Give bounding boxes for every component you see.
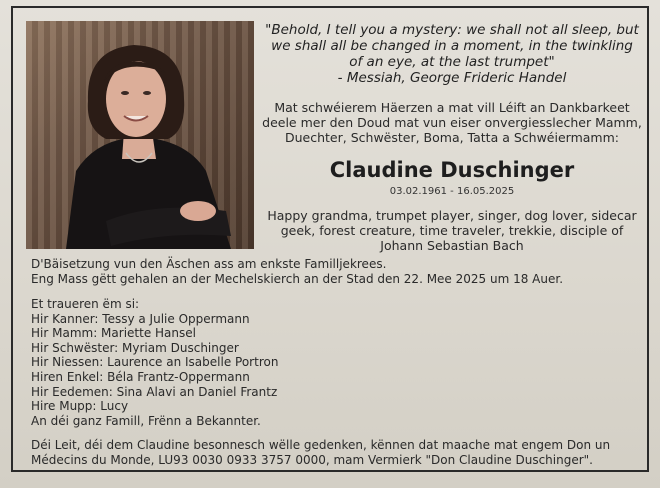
- life-dates: 03.02.1961 - 16.05.2025: [389, 186, 515, 197]
- donation-line: Médecins du Monde, LU93 0030 0933 3757 0000, mam Vermierk "Don Claudine Duschinger".: [31, 453, 593, 467]
- intro-line: Duechter, Schwëster, Boma, Tatta a Schwéiermamm:: [285, 130, 619, 145]
- intro-line: Mat schwéierem Häerzen a mat vill Léift an Dankbarkeet: [274, 100, 630, 115]
- mourner-entry: Hir Schwëster: Myriam Duschinger: [31, 340, 239, 355]
- description-line: Johann Sebastian Bach: [380, 238, 524, 253]
- scripture-quote: [262, 22, 642, 86]
- mourner-entry: Hir Kanner: Tessy a Julie Oppermann: [31, 311, 250, 326]
- burial-line: Eng Mass gëtt gehalen an der Mechelskierch an der Stad den 22. Mee 2025 um 18 Auer.: [31, 272, 564, 286]
- quote-line: "Behold, I tell you a mystery: we shall not all sleep, but: [265, 22, 639, 38]
- intro-line: deele mer den Doud mat vun eiser onvergiesslecher Mamm,: [262, 115, 642, 130]
- donation-line: Déi Leit, déi dem Claudine besonnesch wëlle gedenken, kënnen dat maache mat engem Don un: [31, 438, 611, 452]
- announcement-intro: [262, 100, 642, 145]
- quote-line: we shall all be changed in a moment, in the twinkling: [271, 38, 633, 54]
- portrait-figure: [26, 21, 254, 249]
- burial-line: D'Bäisetzung vun den Äschen ass am enkste Familljekrees.: [31, 257, 387, 271]
- mourner-entry: Hir Eedemen: Sina Alavi an Daniel Frantz: [31, 384, 278, 399]
- mourner-entry: An déi ganz Famill, Frënn a Bekannter.: [31, 413, 261, 428]
- quote-line: of an eye, at the last trumpet": [349, 54, 555, 70]
- personal-description: [262, 208, 642, 253]
- donation-notice: [31, 438, 641, 468]
- mourner-entry: Hire Mupp: Lucy: [31, 399, 129, 414]
- description-line: geek, forest creature, time traveler, trekkie, disciple of: [280, 223, 624, 238]
- mourners-list: [31, 297, 431, 428]
- burial-notice: [31, 257, 641, 287]
- description-line: Happy grandma, trumpet player, singer, dog lover, sidecar: [267, 208, 637, 223]
- mourner-entry: Hir Mamm: Mariette Hansel: [31, 326, 196, 341]
- deceased-name: Claudine Duschinger: [329, 158, 575, 182]
- mourner-entry: Hir Niessen: Laurence an Isabelle Portron: [31, 355, 279, 370]
- mourners-heading: Et traueren ëm si:: [31, 297, 140, 311]
- portrait-photo: [26, 21, 254, 249]
- mourner-entry: Hiren Enkel: Béla Frantz-Oppermann: [31, 369, 250, 384]
- quote-credit: - Messiah, George Frideric Handel: [337, 70, 567, 86]
